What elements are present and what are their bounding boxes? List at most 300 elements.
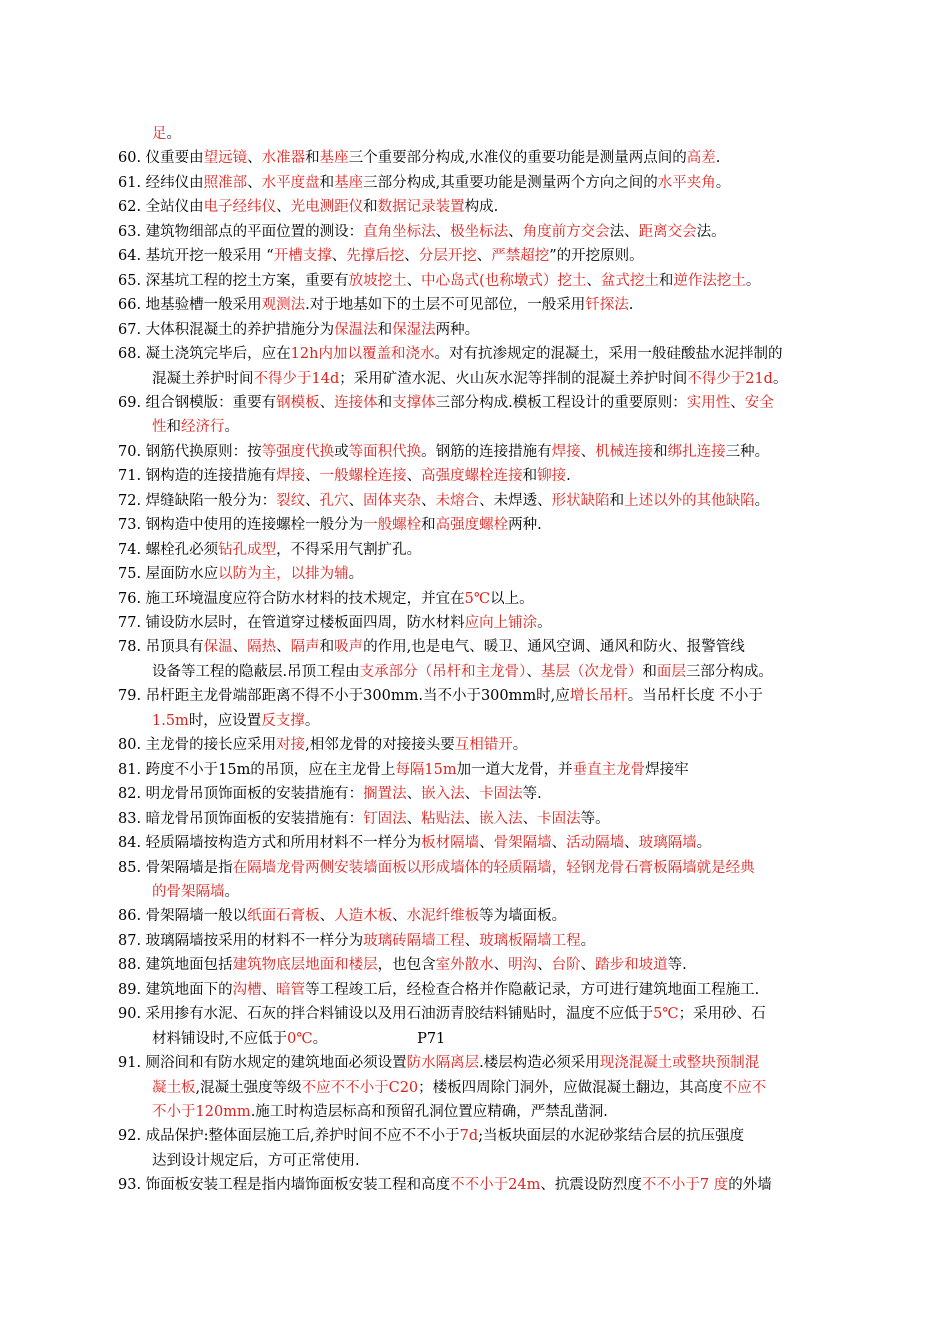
highlighted-term: 先撑后挖 [346,248,405,265]
numbered-item [118,904,888,929]
highlighted-term: 0℃ [287,1030,313,1047]
text-run: 、 [493,957,509,974]
highlighted-term: 钻孔成型 [218,541,277,558]
text-run: 。 [696,835,712,852]
highlighted-term: 支撑体 [392,394,436,411]
numbered-item [118,562,888,587]
numbered-item [118,831,888,856]
item-number: 69. [118,394,146,411]
numbered-item [118,1002,888,1027]
highlighted-term: 照准部 [203,174,248,191]
numbered-item [118,611,888,636]
item-number: 92. [118,1128,146,1145]
highlighted-term: 望远镜 [203,150,248,167]
highlighted-term: 不得少于14d [253,370,340,387]
highlighted-term: 每隔15m [395,761,457,778]
highlighted-term: 玻璃板隔墙工程 [479,932,581,949]
highlighted-term: 在隔墙龙骨两侧安装墙面板以形成墙体的轻质隔墙，轻钢龙骨石膏板隔墙就是经典 [232,859,755,876]
item-number: 68. [118,346,146,363]
item-number: 70. [118,443,146,460]
item-number: 82. [118,786,146,803]
text-run: .施工时构造层标高和预留孔洞位置应精确，严禁乱凿洞. [250,1104,608,1120]
highlighted-term: 活动隔墙 [566,835,625,852]
numbered-item [118,929,888,954]
text-run: 地基验槽一般采用 [145,297,262,314]
text-run: 混凝土养护时间 [152,370,254,387]
highlighted-term: 不应不 [722,1079,767,1096]
text-run: 等。 [580,810,610,827]
item-number: 80. [118,737,146,754]
text-run: 两种。 [435,321,480,338]
text-run: 玻璃隔墙按采用的材料不一样分为 [145,932,364,949]
text-run: 和 [319,639,335,656]
text-run: 。 [745,272,761,289]
numbered-item [118,856,888,881]
highlighted-term: 安全 [744,394,774,411]
highlighted-term: 增长吊杆 [569,688,628,705]
text-run: 和 [363,199,378,216]
highlighted-term: 保温 [203,639,233,656]
numbered-item [118,684,888,709]
text-run: 螺栓孔必须 [145,541,219,558]
highlighted-term: 一般螺栓连接 [319,468,407,485]
highlighted-term: 不小于120mm [152,1104,251,1120]
highlighted-term: 基层（次龙骨） [540,663,643,680]
text-run: 法、 [609,223,639,240]
highlighted-term: 电子经纬仪 [203,199,277,216]
item-number: 90. [118,1006,146,1023]
numbered-item [118,635,888,660]
text-run: 吊顶具有 [145,639,204,656]
highlighted-term: 骨架隔墙 [493,835,552,852]
highlighted-term: 水准器 [261,150,306,167]
numbered-item [118,782,888,807]
item-number: 63. [118,223,146,240]
text-run: 三部分构成.模板工程设计的重要原则： [435,394,687,411]
numbered-item [118,513,888,538]
item-number: 91. [118,1055,146,1072]
text-run: 。 [312,1030,328,1047]
numbered-item [118,733,888,758]
text-run: 两种. [508,517,542,534]
text-run: 、 [305,468,320,485]
highlighted-term: 嵌入法 [479,810,523,827]
text-run: 三部分构成。 [685,663,773,680]
highlighted-term: 隔热 [247,639,277,656]
text-run: 等. [667,957,687,974]
numbered-item [118,538,888,563]
highlighted-term: 不不小于7 度 [641,1177,729,1194]
highlighted-term: 高差 [686,150,716,167]
item-number: 67. [118,321,146,338]
text-run: 。 [348,566,364,583]
text-run: 经纬仪由 [145,174,204,191]
item-number: 61. [118,174,146,191]
highlighted-term: 保湿法 [392,321,436,338]
highlighted-term: 性 [152,419,167,436]
numbered-item [118,587,888,612]
text-run: 凝土浇筑完毕后，应在 [145,346,291,363]
highlighted-term: 隔声 [290,639,320,656]
highlighted-term: 玻璃砖隔墙工程 [363,932,465,949]
highlighted-term: 台阶 [551,957,581,974]
numbered-item [118,269,888,294]
text-run: 和 [653,443,668,460]
text-run: 、 [464,786,480,803]
text-run: 施工环境温度应符合防水材料的技术规定，并宜在 [145,590,465,607]
highlighted-term: 逆作法挖土 [673,272,746,289]
text-run: 、 [586,272,601,289]
text-run: 钢构造中使用的连接螺栓一般分为 [145,517,364,534]
highlighted-term: 对接 [276,737,306,754]
text-run: 、 [331,248,347,265]
highlighted-term: 5℃ [653,1006,679,1023]
text-run: 、 [580,957,596,974]
item-number: 83. [118,810,146,827]
numbered-item [118,342,888,367]
text-run: 、 [276,639,291,656]
text-run: 、 [624,835,639,852]
highlighted-term: 高强度螺栓 [435,517,509,534]
item-number: 72. [118,492,146,509]
item-number: 66. [118,297,146,314]
text-run: 的作用,也是电气、暖卫、通风空调、通风和防火、报警管线 [363,639,745,656]
text-run: 材料铺设时,不应低于 [152,1030,288,1047]
numbered-item [118,146,888,171]
text-run: 、 [421,492,436,509]
text-run: 明龙骨吊顶饰面板的安装措施有： [145,786,364,803]
item-continuation [152,1027,888,1052]
highlighted-term: 水平夹角 [657,174,716,191]
item-number: 71. [118,468,146,485]
text-run: 屋面防水应 [145,566,219,583]
highlighted-term: 一般螺栓 [363,517,422,534]
text-run: 。当吊杆长度 不小于 [627,688,763,705]
highlighted-term: 的骨架隔墙 [152,883,225,900]
text-run: 。 [224,419,239,436]
highlighted-term: 玻璃隔墙 [638,835,697,852]
highlighted-term: 凝土板 [152,1079,196,1096]
text-run: 、 [537,957,552,974]
highlighted-term: 等面积代换 [348,443,422,460]
text-run: 、 [319,394,335,411]
highlighted-term: 实用性 [686,394,731,411]
highlighted-term: 支承部分（吊杆和主龙骨） [359,663,527,680]
text-run: 。钢筋的连接措施有 [421,443,552,460]
text-run: 三种。 [725,443,770,460]
item-number: 60. [118,150,146,167]
item-number: 76. [118,590,146,607]
highlighted-term: 搁置法 [363,786,407,803]
numbered-item [118,195,888,220]
text-run: 、 [305,492,320,509]
item-number: 88. [118,957,146,974]
highlighted-term: 5℃ [464,590,491,607]
numbered-item [118,978,888,1003]
item-continuation [152,1076,888,1101]
highlighted-term: 吸声 [334,639,364,656]
highlighted-term: 7d [459,1128,479,1145]
text-run: 。 [512,737,528,754]
highlighted-term: 暗管 [276,981,306,998]
highlighted-term: 基座 [334,174,364,191]
highlighted-term: 形状缺陷 [551,492,610,509]
text-run: 、 [464,810,480,827]
highlighted-term: 防水隔离层 [406,1055,480,1072]
text-run: 。对有抗渗规定的混凝土，采用一般硅酸盐水泥拌制的 [434,346,783,363]
text-run: .对于地基如下的土层不可见部位，一般采用 [305,297,586,314]
highlighted-term: 沟槽 [232,981,262,998]
highlighted-term: 钉固法 [363,810,407,827]
numbered-item [118,220,888,245]
numbered-item [118,464,888,489]
text-run: .楼层构造必须采用 [479,1055,600,1072]
item-continuation [152,415,888,440]
text-run: 。 [580,932,596,949]
text-run: 深基坑工程的挖土方案，重要有 [145,272,349,289]
highlighted-term: 不不小于24m [450,1177,541,1194]
text-run: 、 [435,223,451,240]
text-run: 、 [261,981,277,998]
text-run: 建筑地面下的 [145,981,233,998]
numbered-item [118,953,888,978]
highlighted-term: 踏步和坡道 [595,957,668,974]
numbered-item [118,244,888,269]
item-number: 78. [118,639,146,656]
text-run: 加一道大龙骨，并 [456,761,573,778]
item-continuation [152,367,888,392]
numbered-item [118,391,888,416]
text-run: 、 [404,248,419,265]
item-number: 85. [118,859,146,876]
highlighted-term: 水泥纤维板 [406,908,480,925]
text-run: 建筑物细部点的平面位置的测设： [145,223,364,240]
text-run: 法。 [696,223,726,240]
highlighted-term: 1.5m [152,712,189,729]
highlighted-term: 距离交会 [638,223,697,240]
item-continuation [152,660,888,685]
text-run: 焊缝缺陷一般分为： [145,492,277,509]
text-run: 、 [247,150,262,167]
text-run: 三部分构成,其重要功能是测量两个方向之间的 [363,174,658,191]
text-run: 、 [522,810,538,827]
text-run: 达到设计规定后，方可正常使用. [152,1152,360,1169]
text-run: 大体积混凝土的养护措施分为 [145,321,335,338]
numbered-item [118,1051,888,1076]
text-run: 全站仪由 [145,199,204,216]
text-run: ,相邻龙骨的对接接头要 [305,737,455,754]
highlighted-term: 孔穴 [319,492,349,509]
text-run: 和 [377,394,393,411]
text-run: 暗龙骨吊顶饰面板的安装措施有： [145,810,364,827]
highlighted-term: 严禁超挖 [491,248,550,265]
highlighted-term: 观测法 [261,297,306,314]
highlighted-term: 人造木板 [334,908,393,925]
highlighted-term: 互相错开 [454,737,513,754]
numbered-item [118,318,888,343]
numbered-item [118,171,888,196]
highlighted-term: 放坡挖土 [348,272,407,289]
text-run: 仪重要由 [145,150,204,167]
text-run: 厕浴间和有防水规定的建筑地面必须设置 [145,1055,407,1072]
highlighted-term: 基座 [319,150,349,167]
highlighted-term: 保温法 [334,321,378,338]
highlighted-term: 角度前方交会 [522,223,610,240]
text-run: 和 [421,517,436,534]
text-run: 和 [658,272,674,289]
highlighted-term: 室外散水 [435,957,494,974]
text-run: 成品保护:整体面层施工后,养护时间不应不不小于 [145,1128,460,1145]
highlighted-term: 卡固法 [479,786,523,803]
highlighted-term: 反支撑 [261,712,305,729]
text-run: ,混凝土强度等级 [195,1079,302,1096]
text-run: . [715,150,721,167]
highlighted-term: 连接体 [334,394,378,411]
text-run: 、 [348,492,364,509]
highlighted-term: 不应不不小于C20 [301,1079,419,1096]
text-run: 铺设防水层时，在管道穿过楼板面四周，防水材料 [145,615,465,631]
text-run: 以上。 [490,590,534,607]
text-run: 。 [537,615,552,631]
highlighted-term: 焊接 [551,443,581,460]
text-run: 。 [754,492,770,509]
text-run: 、 [319,908,335,925]
text-run: 、未焊透、 [479,492,552,509]
text-run: 。 [304,712,320,729]
highlighted-term: 嵌入法 [421,786,465,803]
text-run: 、 [406,810,422,827]
numbered-item [118,440,888,465]
text-run: 或 [334,443,349,460]
numbered-item [118,489,888,514]
highlighted-term: 以防为主，以排为辅 [218,566,349,583]
text-run: 和 [377,321,393,338]
highlighted-term: 数据记录装置 [377,199,465,216]
item-continuation [152,1100,888,1125]
text-run: 等. [522,786,542,803]
text-run: 、 [406,272,422,289]
text-run: 组合钢模版：重要有 [145,394,277,411]
text-run: 、 [276,199,291,216]
text-run: 主龙骨的接长应采用 [145,737,277,754]
text-run: 、 [232,639,248,656]
highlighted-term: 铆接 [537,468,567,485]
numbered-item [118,758,888,783]
text-run: 和 [305,150,320,167]
text-run: 时，应设置 [188,712,262,729]
text-run: 。 [224,883,239,900]
highlighted-term: 光电测距仪 [290,199,364,216]
item-number: 79. [118,688,146,705]
text-run: ”的开挖原则。 [549,248,644,265]
item-number: 64. [118,248,146,265]
text-run: 。 [166,126,181,142]
text-run: 焊接牢 [645,761,689,778]
item-number: 77. [118,615,146,631]
text-run: ;当板块面层的水泥砂浆结合层的抗压强度 [478,1128,745,1145]
text-run: 钢构造的连接措施有 [145,468,277,485]
text-run: 的外墙 [728,1177,772,1194]
text-run: 、抗震设防烈度 [540,1177,642,1194]
item-number: 93. [118,1177,146,1194]
highlighted-term: 足 [152,126,167,142]
text-run: 轻质隔墙按构造方式和所用材料不一样分为 [145,835,422,852]
text-run: 等工程竣工后，经检查合格并作隐蔽记录，方可进行建筑地面工程施工. [305,981,760,998]
highlighted-term: 钎探法 [585,297,629,314]
text-run: 饰面板安装工程是指内墙饰面板安装工程和高度 [145,1177,451,1194]
highlighted-term: 中心岛式(也称墩式）挖土 [421,272,587,289]
highlighted-term: 粘贴法 [421,810,465,827]
item-number: 89. [118,981,146,998]
highlighted-term: 开槽支撑 [273,248,332,265]
text-run: 、 [479,835,494,852]
text-run: 、 [392,908,407,925]
highlighted-term: 极坐标法 [450,223,509,240]
text-run: 等为墙面板。 [479,908,567,925]
numbered-item [118,1124,888,1149]
text-run: 、 [406,468,422,485]
highlighted-term: 绑扎连接 [667,443,726,460]
text-run: 吊杆距主龙骨端部距离不得不小于300mm.当不小于300mm时,应 [145,688,570,705]
text-run: 和 [166,419,181,436]
highlighted-term: 分层开挖 [418,248,477,265]
text-run: 和 [522,468,538,485]
text-run: 骨架隔墙一般以 [145,908,248,925]
text-run: 和 [609,492,625,509]
item-number: 65. [118,272,146,289]
highlighted-term: 高强度螺栓连接 [421,468,523,485]
highlighted-term: 建筑物底层地面和楼层 [232,957,378,974]
text-run: ，也包含 [377,957,436,974]
highlighted-term: 机械连接 [595,443,654,460]
highlighted-term: 焊接 [276,468,306,485]
text-run: 构成. [464,199,499,216]
text-run: 、 [476,248,492,265]
text-run: 、 [406,786,422,803]
highlighted-term: 纸面石膏板 [247,908,320,925]
highlighted-term: 经济行 [181,419,225,436]
item-number: 74. [118,541,146,558]
item-number: 84. [118,835,146,852]
text-run: ；采用砂、石 [678,1006,766,1023]
highlighted-term: 水平度盘 [261,174,320,191]
item-number: 73. [118,517,146,534]
highlighted-term: 不得少于21d [687,370,773,387]
text-run: 建筑地面包括 [145,957,233,974]
text-run: 。 [715,174,731,191]
highlighted-term: 垂直主龙骨 [572,761,646,778]
highlighted-term: 明沟 [508,957,538,974]
item-continuation [152,880,888,905]
text-run: 、 [580,443,596,460]
highlighted-term: 固体夹杂 [363,492,422,509]
item-number: 75. [118,566,146,583]
item-continuation [152,1149,888,1174]
item-number: 87. [118,932,146,949]
text-run: 、 [508,223,523,240]
text-run: 基坑开挖一般采用 “ [145,248,274,265]
text-run: . [566,468,571,485]
text-run: 。 [772,370,788,387]
text-run: 、 [526,663,541,680]
highlighted-term: 钢模板 [276,394,320,411]
text-run: 、 [464,932,480,949]
text-run: 、 [551,835,567,852]
text-run: 采用掺有水泥、石灰的拌合料铺设以及用石油沥青胶结料铺贴时，温度不应低于 [145,1006,654,1023]
highlighted-term: 面层 [656,663,686,680]
highlighted-term: 未熔合 [435,492,480,509]
highlighted-term: 12h内加以覆盖和浇水 [290,346,435,363]
